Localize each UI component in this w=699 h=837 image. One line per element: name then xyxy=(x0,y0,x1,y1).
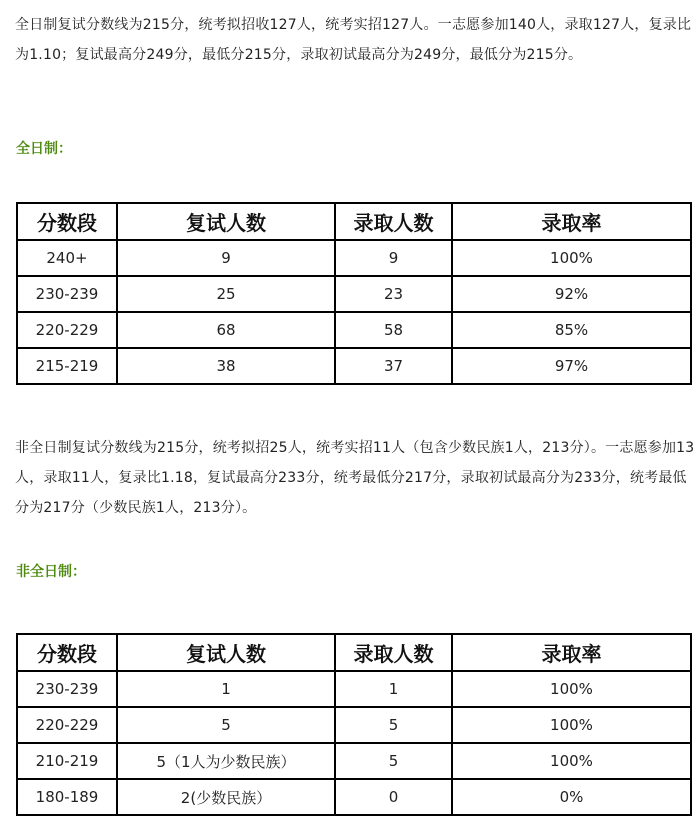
cell-retest-count: 2(少数民族） xyxy=(117,779,335,815)
cell-retest-count: 68 xyxy=(117,312,335,348)
cell-retest-count: 38 xyxy=(117,348,335,384)
full-time-score-table xyxy=(16,202,692,385)
cell-admission-rate: 100% xyxy=(452,240,691,276)
header-admitted-count: 录取人数 xyxy=(335,203,452,240)
cell-admitted-count: 5 xyxy=(335,743,452,779)
part-time-intro-paragraph: 非全日制复试分数线为215分，统考拟招25人，统考实招11人（包含少数民族1人，213分）。一志愿参加13人，录取11人，复录比1.18，复试最高分233分，统考最低分217分，录取初试最高分为233分，统考最低分为217分（少数民族1人，213分）。 xyxy=(15,440,695,516)
part-time-score-table xyxy=(16,633,692,816)
cell-admission-rate: 100% xyxy=(452,671,691,707)
cell-admission-rate: 92% xyxy=(452,276,691,312)
cell-admission-rate: 0% xyxy=(452,779,691,815)
table-row xyxy=(17,671,691,707)
table-row xyxy=(17,707,691,743)
header-admission-rate: 录取率 xyxy=(452,634,691,671)
header-retest-count: 复试人数 xyxy=(117,203,335,240)
cell-retest-count: 5 xyxy=(117,707,335,743)
cell-score-range: 240+ xyxy=(17,240,117,276)
part-time-heading: 非全日制： xyxy=(16,564,86,580)
cell-retest-count: 25 xyxy=(117,276,335,312)
cell-score-range: 180-189 xyxy=(17,779,117,815)
header-admitted-count: 录取人数 xyxy=(335,634,452,671)
header-score-range: 分数段 xyxy=(17,634,117,671)
cell-admitted-count: 1 xyxy=(335,671,452,707)
full-time-intro-paragraph: 全日制复试分数线为215分，统考拟招收127人，统考实招127人。一志愿参加140人，录取127人，复录比为1.10；复试最高分249分，最低分215分，录取初试最高分为249分，最低分为215分。 xyxy=(15,17,692,63)
full-time-heading: 全日制： xyxy=(16,141,72,157)
cell-score-range: 230-239 xyxy=(17,276,117,312)
table-header-row xyxy=(17,634,691,671)
header-retest-count: 复试人数 xyxy=(117,634,335,671)
header-score-range: 分数段 xyxy=(17,203,117,240)
table-row xyxy=(17,743,691,779)
cell-admitted-count: 23 xyxy=(335,276,452,312)
cell-score-range: 215-219 xyxy=(17,348,117,384)
cell-admission-rate: 100% xyxy=(452,707,691,743)
cell-admitted-count: 5 xyxy=(335,707,452,743)
table-row xyxy=(17,779,691,815)
cell-score-range: 210-219 xyxy=(17,743,117,779)
header-admission-rate: 录取率 xyxy=(452,203,691,240)
cell-admission-rate: 100% xyxy=(452,743,691,779)
table-row xyxy=(17,276,691,312)
table-header-row xyxy=(17,203,691,240)
cell-admitted-count: 9 xyxy=(335,240,452,276)
table-row xyxy=(17,240,691,276)
cell-admitted-count: 0 xyxy=(335,779,452,815)
table-row xyxy=(17,348,691,384)
cell-retest-count: 1 xyxy=(117,671,335,707)
cell-admission-rate: 97% xyxy=(452,348,691,384)
table-row xyxy=(17,312,691,348)
cell-retest-count: 9 xyxy=(117,240,335,276)
cell-admitted-count: 37 xyxy=(335,348,452,384)
cell-score-range: 220-229 xyxy=(17,707,117,743)
cell-admitted-count: 58 xyxy=(335,312,452,348)
cell-admission-rate: 85% xyxy=(452,312,691,348)
cell-retest-count: 5（1人为少数民族） xyxy=(117,743,335,779)
cell-score-range: 220-229 xyxy=(17,312,117,348)
cell-score-range: 230-239 xyxy=(17,671,117,707)
